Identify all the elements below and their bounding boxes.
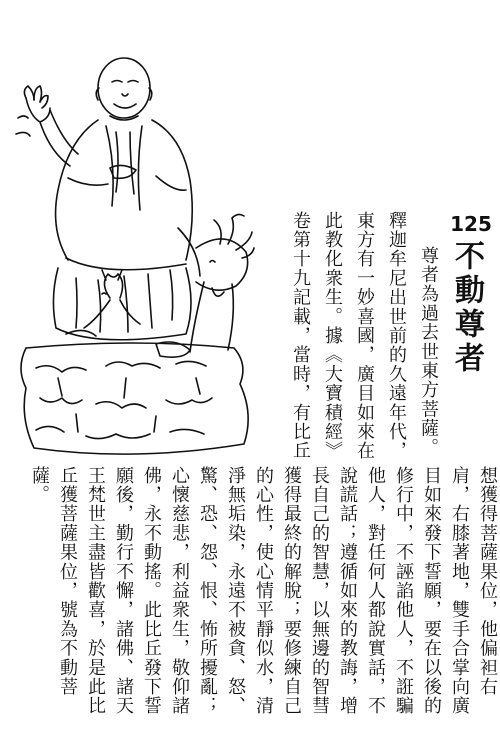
text-column: 淨無垢染，永遠不被貪、怒、 (225, 466, 246, 716)
text-column: 尊者為過去世東方菩薩。 (418, 246, 439, 458)
text-column: 卷第十九記載，當時，有比丘 (290, 211, 311, 461)
text-column: 長自己的智慧，以無邊的智彗 (309, 466, 330, 716)
text-column: 佛，永不動搖。此比丘發下誓 (141, 466, 162, 716)
text-column: 釋迦牟尼出世前的久遠年代， (386, 211, 407, 461)
robe (53, 120, 200, 340)
text-column: 此教化衆生。據《大寶積經》 (322, 211, 343, 461)
text-column: 說謊話；遵循如來的教誨，增 (337, 466, 358, 716)
text-column: 修行中，不誣諂他人，不誑騙 (393, 466, 414, 716)
text-column: 想獲得菩薩果位，他偏袒右 (477, 466, 498, 697)
small-animal (84, 270, 140, 328)
text-column: 王梵世主盡皆歡喜，於是此比 (85, 466, 106, 716)
entry-number: 125 (450, 212, 492, 236)
text-column: 肩，右膝著地，雙手合掌向廣 (449, 466, 470, 716)
text-column: 丘獲菩薩果位，號為不動菩 (57, 466, 78, 697)
text-column: 目如來發下誓願，要在以後的 (421, 466, 442, 716)
text-column: 心懷慈悲，利益衆生，敬仰諸 (169, 466, 190, 716)
text-column: 東方有一妙喜國，廣目如來在 (354, 211, 375, 461)
arhat-head (96, 58, 152, 120)
text-column: 的心性，使心情平靜似水，清 (253, 466, 274, 716)
entry-title: 不動尊者 (449, 240, 484, 376)
text-column: 他人，對任何人都說實話，不 (365, 466, 386, 716)
arhat-illustration (6, 48, 256, 468)
text-column: 薩。 (29, 466, 50, 505)
text-column: 獲得最終的解脫；要修練自己 (281, 466, 302, 716)
text-column: 驚、恐、怨、恨、怖所擾亂； (197, 466, 218, 716)
rock-base (21, 343, 248, 454)
deer-beast (190, 214, 254, 352)
text-column: 願後，勤行不懈，諸佛、諸天 (113, 466, 134, 716)
